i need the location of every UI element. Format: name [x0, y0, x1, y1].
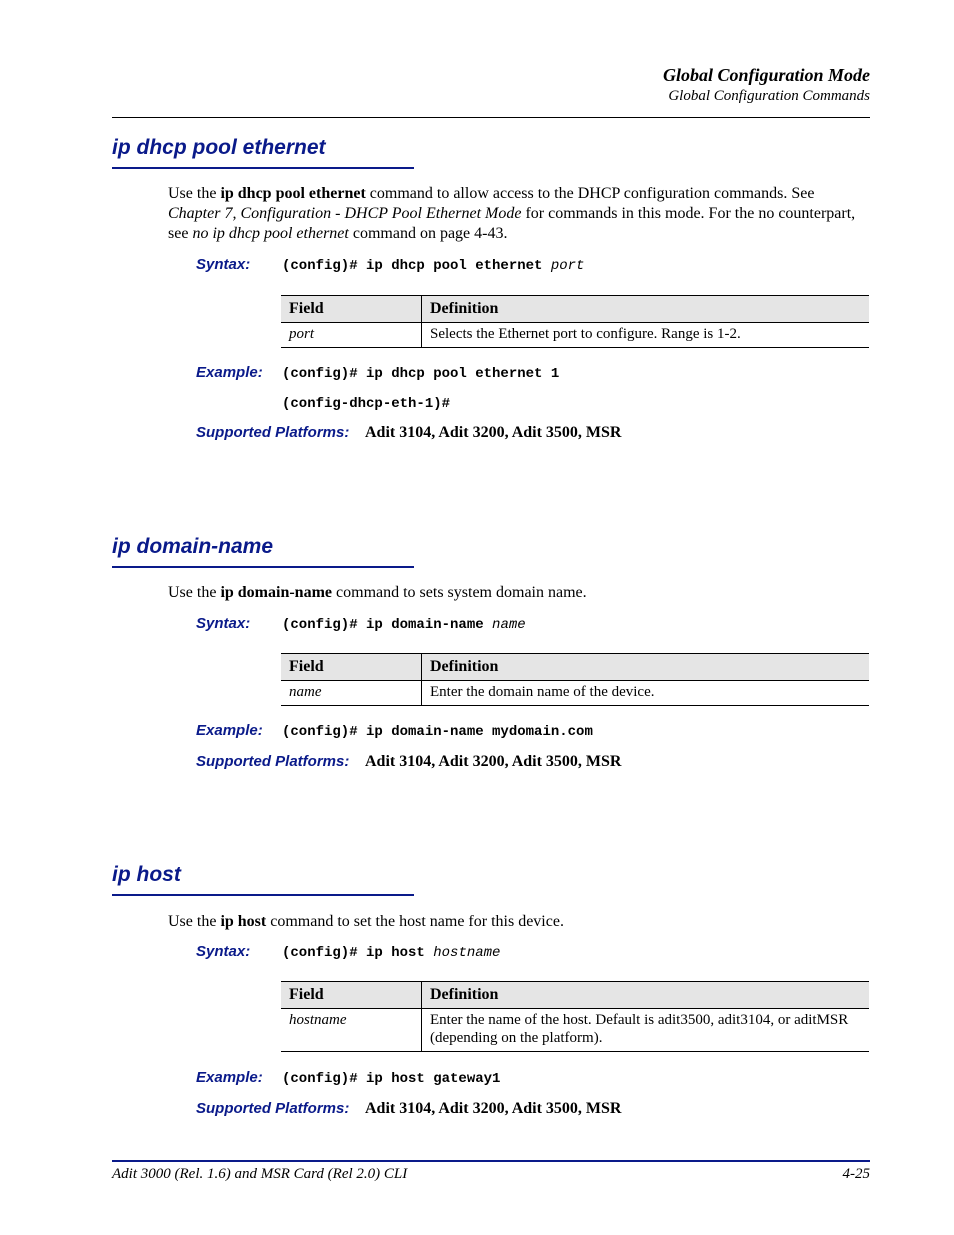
syntax-command [282, 944, 500, 962]
example-label: Example: [196, 1069, 263, 1086]
section-ip-domain-name [112, 534, 870, 770]
syntax-argument: port [550, 258, 585, 274]
syntax-label: Syntax: [196, 943, 251, 960]
field-table [281, 653, 869, 706]
table-row [281, 1009, 869, 1052]
table-row [281, 681, 869, 706]
syntax-label: Syntax: [196, 256, 251, 273]
syntax-argument: hostname [433, 945, 501, 961]
example-line: (config)# ip host gateway1 [282, 1071, 501, 1087]
table-cell-field: hostname [281, 1009, 422, 1052]
section-title: ip dhcp pool ethernet [112, 136, 326, 159]
desc-command: ip host [220, 913, 267, 930]
table-cell-definition: Selects the Ethernet port to configure. Range is 1-2. [422, 323, 870, 348]
table-header-field: Field [281, 654, 422, 681]
table-header-definition: Definition [422, 296, 870, 323]
platforms-label: Supported Platforms: [196, 1100, 350, 1117]
desc-text: Use the [168, 185, 221, 202]
section-description [168, 184, 868, 244]
section-title-rule [112, 566, 414, 568]
section-description [168, 912, 868, 932]
table-cell-field: name [281, 681, 422, 706]
table-row [281, 323, 869, 348]
syntax-argument: name [492, 617, 526, 633]
desc-text: Use the [168, 584, 221, 601]
section-title-rule [112, 894, 414, 896]
field-table [281, 981, 869, 1052]
section-ip-host [112, 862, 870, 1117]
desc-command-reference: no ip dhcp pool ethernet [192, 225, 349, 242]
header-divider [112, 117, 870, 118]
table-header-definition: Definition [422, 982, 870, 1009]
section-ip-dhcp-pool-ethernet [112, 135, 870, 441]
field-table [281, 295, 869, 348]
footer-divider [112, 1160, 870, 1162]
table-header-field: Field [281, 296, 422, 323]
example-label: Example: [196, 364, 263, 381]
platforms-list: Adit 3104, Adit 3200, Adit 3500, MSR [365, 753, 622, 770]
table-header-row [281, 654, 869, 681]
example-line: (config)# ip dhcp pool ethernet 1 [282, 366, 560, 382]
section-description [168, 583, 868, 603]
desc-chapter-reference: Chapter 7, Configuration - DHCP Pool Ethernet Mode [168, 205, 522, 222]
syntax-command-text: (config)# ip dhcp pool ethernet [282, 258, 551, 274]
desc-text: command to allow access to the DHCP configuration commands. See [365, 185, 815, 202]
desc-text: command on page 4-43. [348, 225, 508, 242]
section-title-rule [112, 167, 414, 169]
syntax-command-text: (config)# ip host [282, 945, 434, 961]
table-cell-definition: Enter the domain name of the device. [422, 681, 870, 706]
section-title: ip domain-name [112, 535, 274, 558]
desc-command: ip dhcp pool ethernet [220, 185, 366, 202]
footer-page-number: 4-25 [842, 1166, 870, 1182]
syntax-command [282, 616, 526, 634]
example-line: (config)# ip domain-name mydomain.com [282, 724, 593, 740]
running-head-title: Global Configuration Mode [662, 65, 870, 85]
desc-text: Use the [168, 913, 221, 930]
table-header-row [281, 296, 869, 323]
running-head-subtitle: Global Configuration Commands [668, 88, 870, 104]
example-label: Example: [196, 722, 263, 739]
desc-command: ip domain-name [220, 584, 333, 601]
platforms-list: Adit 3104, Adit 3200, Adit 3500, MSR [365, 424, 622, 441]
example-line: (config-dhcp-eth-1)# [282, 396, 451, 412]
table-header-field: Field [281, 982, 422, 1009]
footer-document-title: Adit 3000 (Rel. 1.6) and MSR Card (Rel 2.0) CLI [112, 1166, 408, 1182]
syntax-command [282, 257, 584, 275]
section-title: ip host [112, 863, 181, 886]
table-cell-field: port [281, 323, 422, 348]
syntax-label: Syntax: [196, 615, 251, 632]
table-cell-definition: Enter the name of the host. Default is adit3500, adit3104, or aditMSR (depending on the platform). [422, 1009, 870, 1052]
platforms-label: Supported Platforms: [196, 424, 350, 441]
desc-text: command to set the host name for this device. [266, 913, 564, 930]
platforms-label: Supported Platforms: [196, 753, 350, 770]
desc-text: command to sets system domain name. [332, 584, 587, 601]
table-header-definition: Definition [422, 654, 870, 681]
desc-text: for commands in this mode. For the no counterpart, see [168, 205, 856, 242]
table-header-row [281, 982, 869, 1009]
platforms-list: Adit 3104, Adit 3200, Adit 3500, MSR [365, 1100, 622, 1117]
running-head [663, 64, 870, 106]
syntax-command-text: (config)# ip domain-name [282, 617, 493, 633]
